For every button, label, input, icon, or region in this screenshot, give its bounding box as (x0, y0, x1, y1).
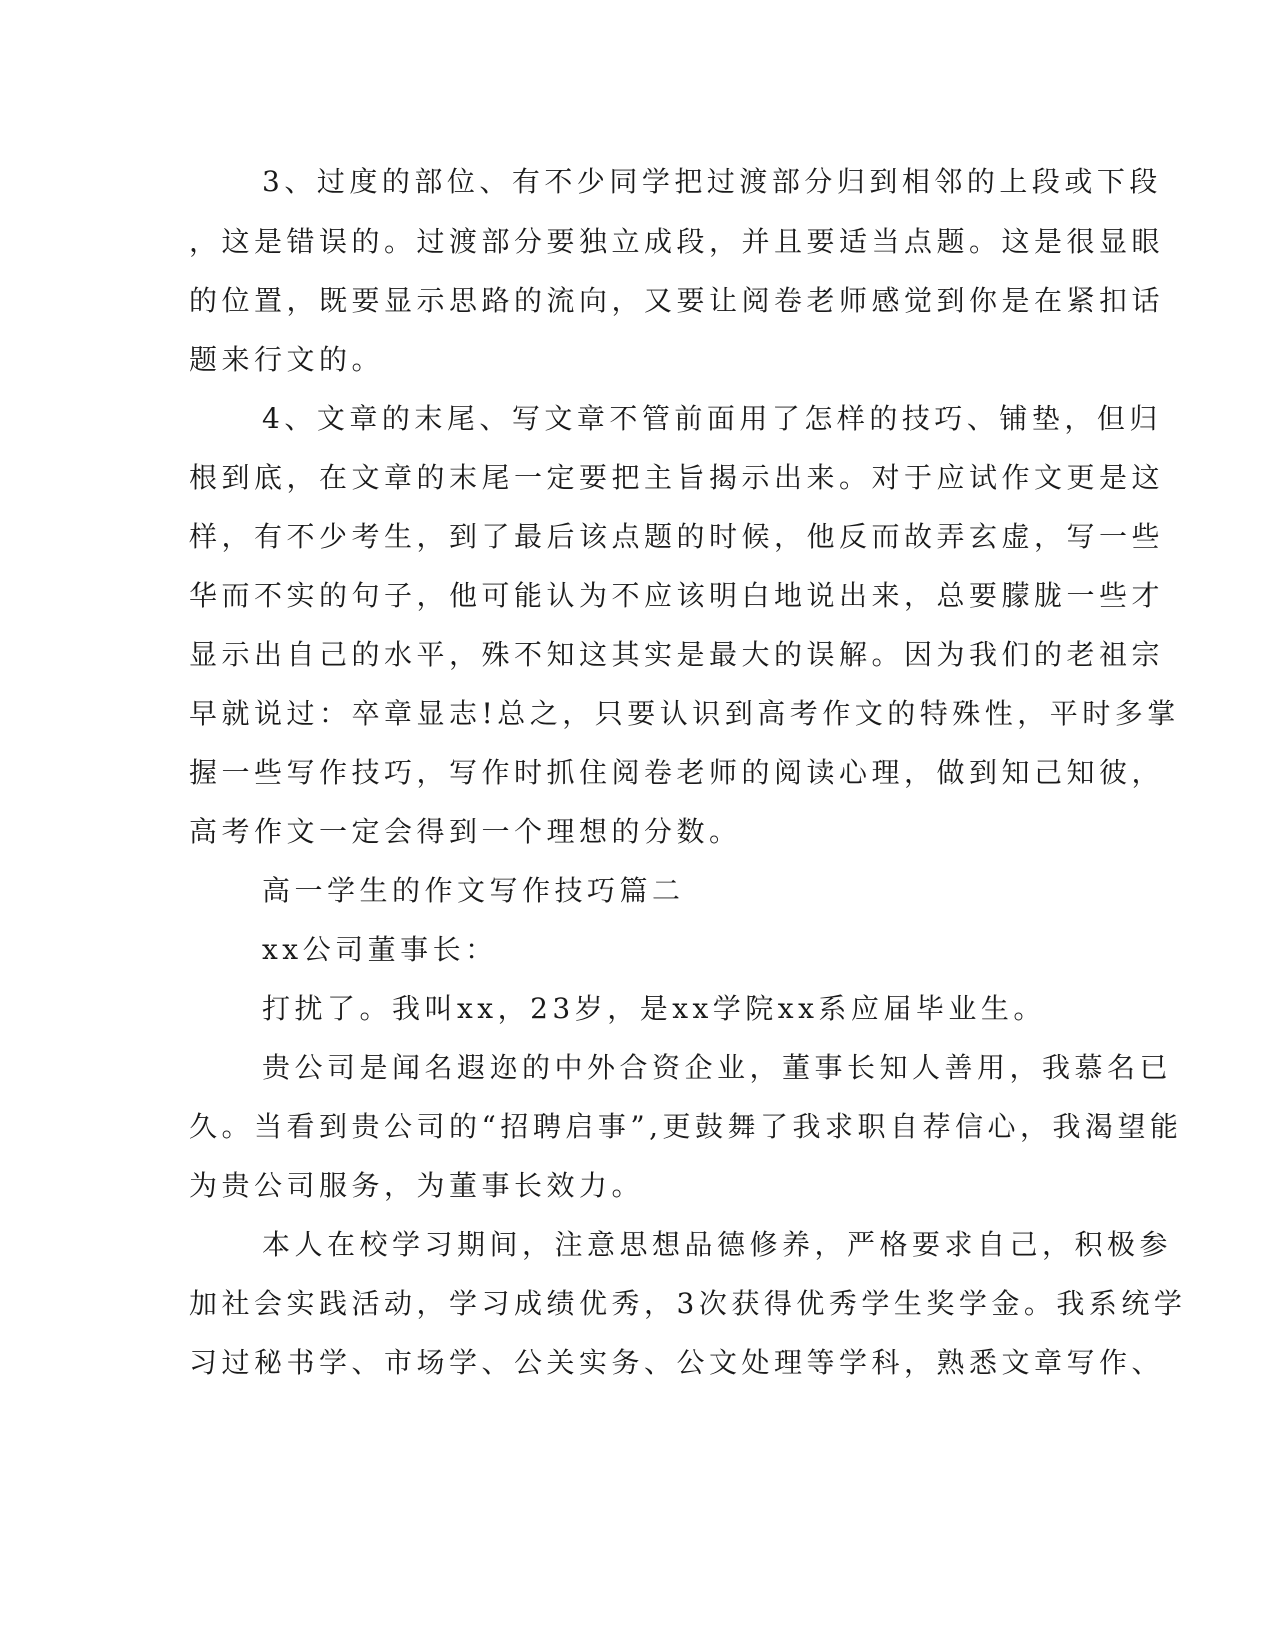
letter-paragraph-3-line-1: 本人在校学习期间，注意思想品德修养，严格要求自己，积极参 (262, 1228, 1173, 1261)
paragraph-3-line-1: 3、过度的部位、有不少同学把过渡部分归到相邻的上段或下段 (262, 165, 1162, 198)
letter-paragraph-3-line-3: 习过秘书学、市场学、公关实务、公文处理等学科，熟悉文章写作、 (189, 1346, 1165, 1379)
letter-salutation: xx公司董事长： (262, 933, 498, 966)
section-heading: 高一学生的作文写作技巧篇二 (262, 874, 685, 907)
paragraph-4-line-5: 显示出自己的水平，殊不知这其实是最大的误解。因为我们的老祖宗 (189, 638, 1165, 671)
letter-paragraph-3-line-2: 加社会实践活动，学习成绩优秀，3次获得优秀学生奖学金。我系统学 (189, 1287, 1187, 1320)
paragraph-4-line-8: 高考作文一定会得到一个理想的分数。 (189, 815, 742, 848)
paragraph-4-line-4: 华而不实的句子，他可能认为不应该明白地说出来，总要朦胧一些才 (189, 579, 1165, 612)
paragraph-3-line-3: 的位置，既要显示思路的流向，又要让阅卷老师感觉到你是在紧扣话 (189, 284, 1165, 317)
paragraph-4-line-6: 早就说过：卒章显志!总之，只要认识到高考作文的特殊性，平时多掌 (189, 697, 1180, 730)
letter-intro: 打扰了。我叫xx，23岁，是xx学院xx系应届毕业生。 (262, 992, 1046, 1025)
paragraph-4-line-2: 根到底，在文章的末尾一定要把主旨揭示出来。对于应试作文更是这 (189, 461, 1165, 494)
paragraph-4-line-7: 握一些写作技巧，写作时抓住阅卷老师的阅读心理，做到知己知彼， (189, 756, 1165, 789)
paragraph-3-line-4: 题来行文的。 (189, 343, 385, 376)
paragraph-3-line-2: ，这是错误的。过渡部分要独立成段，并且要适当点题。这是很显眼 (189, 225, 1165, 258)
letter-paragraph-2-line-1: 贵公司是闻名遐迩的中外合资企业，董事长知人善用，我慕名已 (262, 1051, 1173, 1084)
paragraph-4-line-1: 4、文章的末尾、写文章不管前面用了怎样的技巧、铺垫，但归 (262, 402, 1162, 435)
letter-paragraph-2-line-2: 久。当看到贵公司的“招聘启事”,更鼓舞了我求职自荐信心，我渴望能 (189, 1110, 1183, 1143)
letter-paragraph-2-line-3: 为贵公司服务，为董事长效力。 (189, 1169, 645, 1202)
paragraph-4-line-3: 样，有不少考生，到了最后该点题的时候，他反而故弄玄虚，写一些 (189, 520, 1165, 553)
